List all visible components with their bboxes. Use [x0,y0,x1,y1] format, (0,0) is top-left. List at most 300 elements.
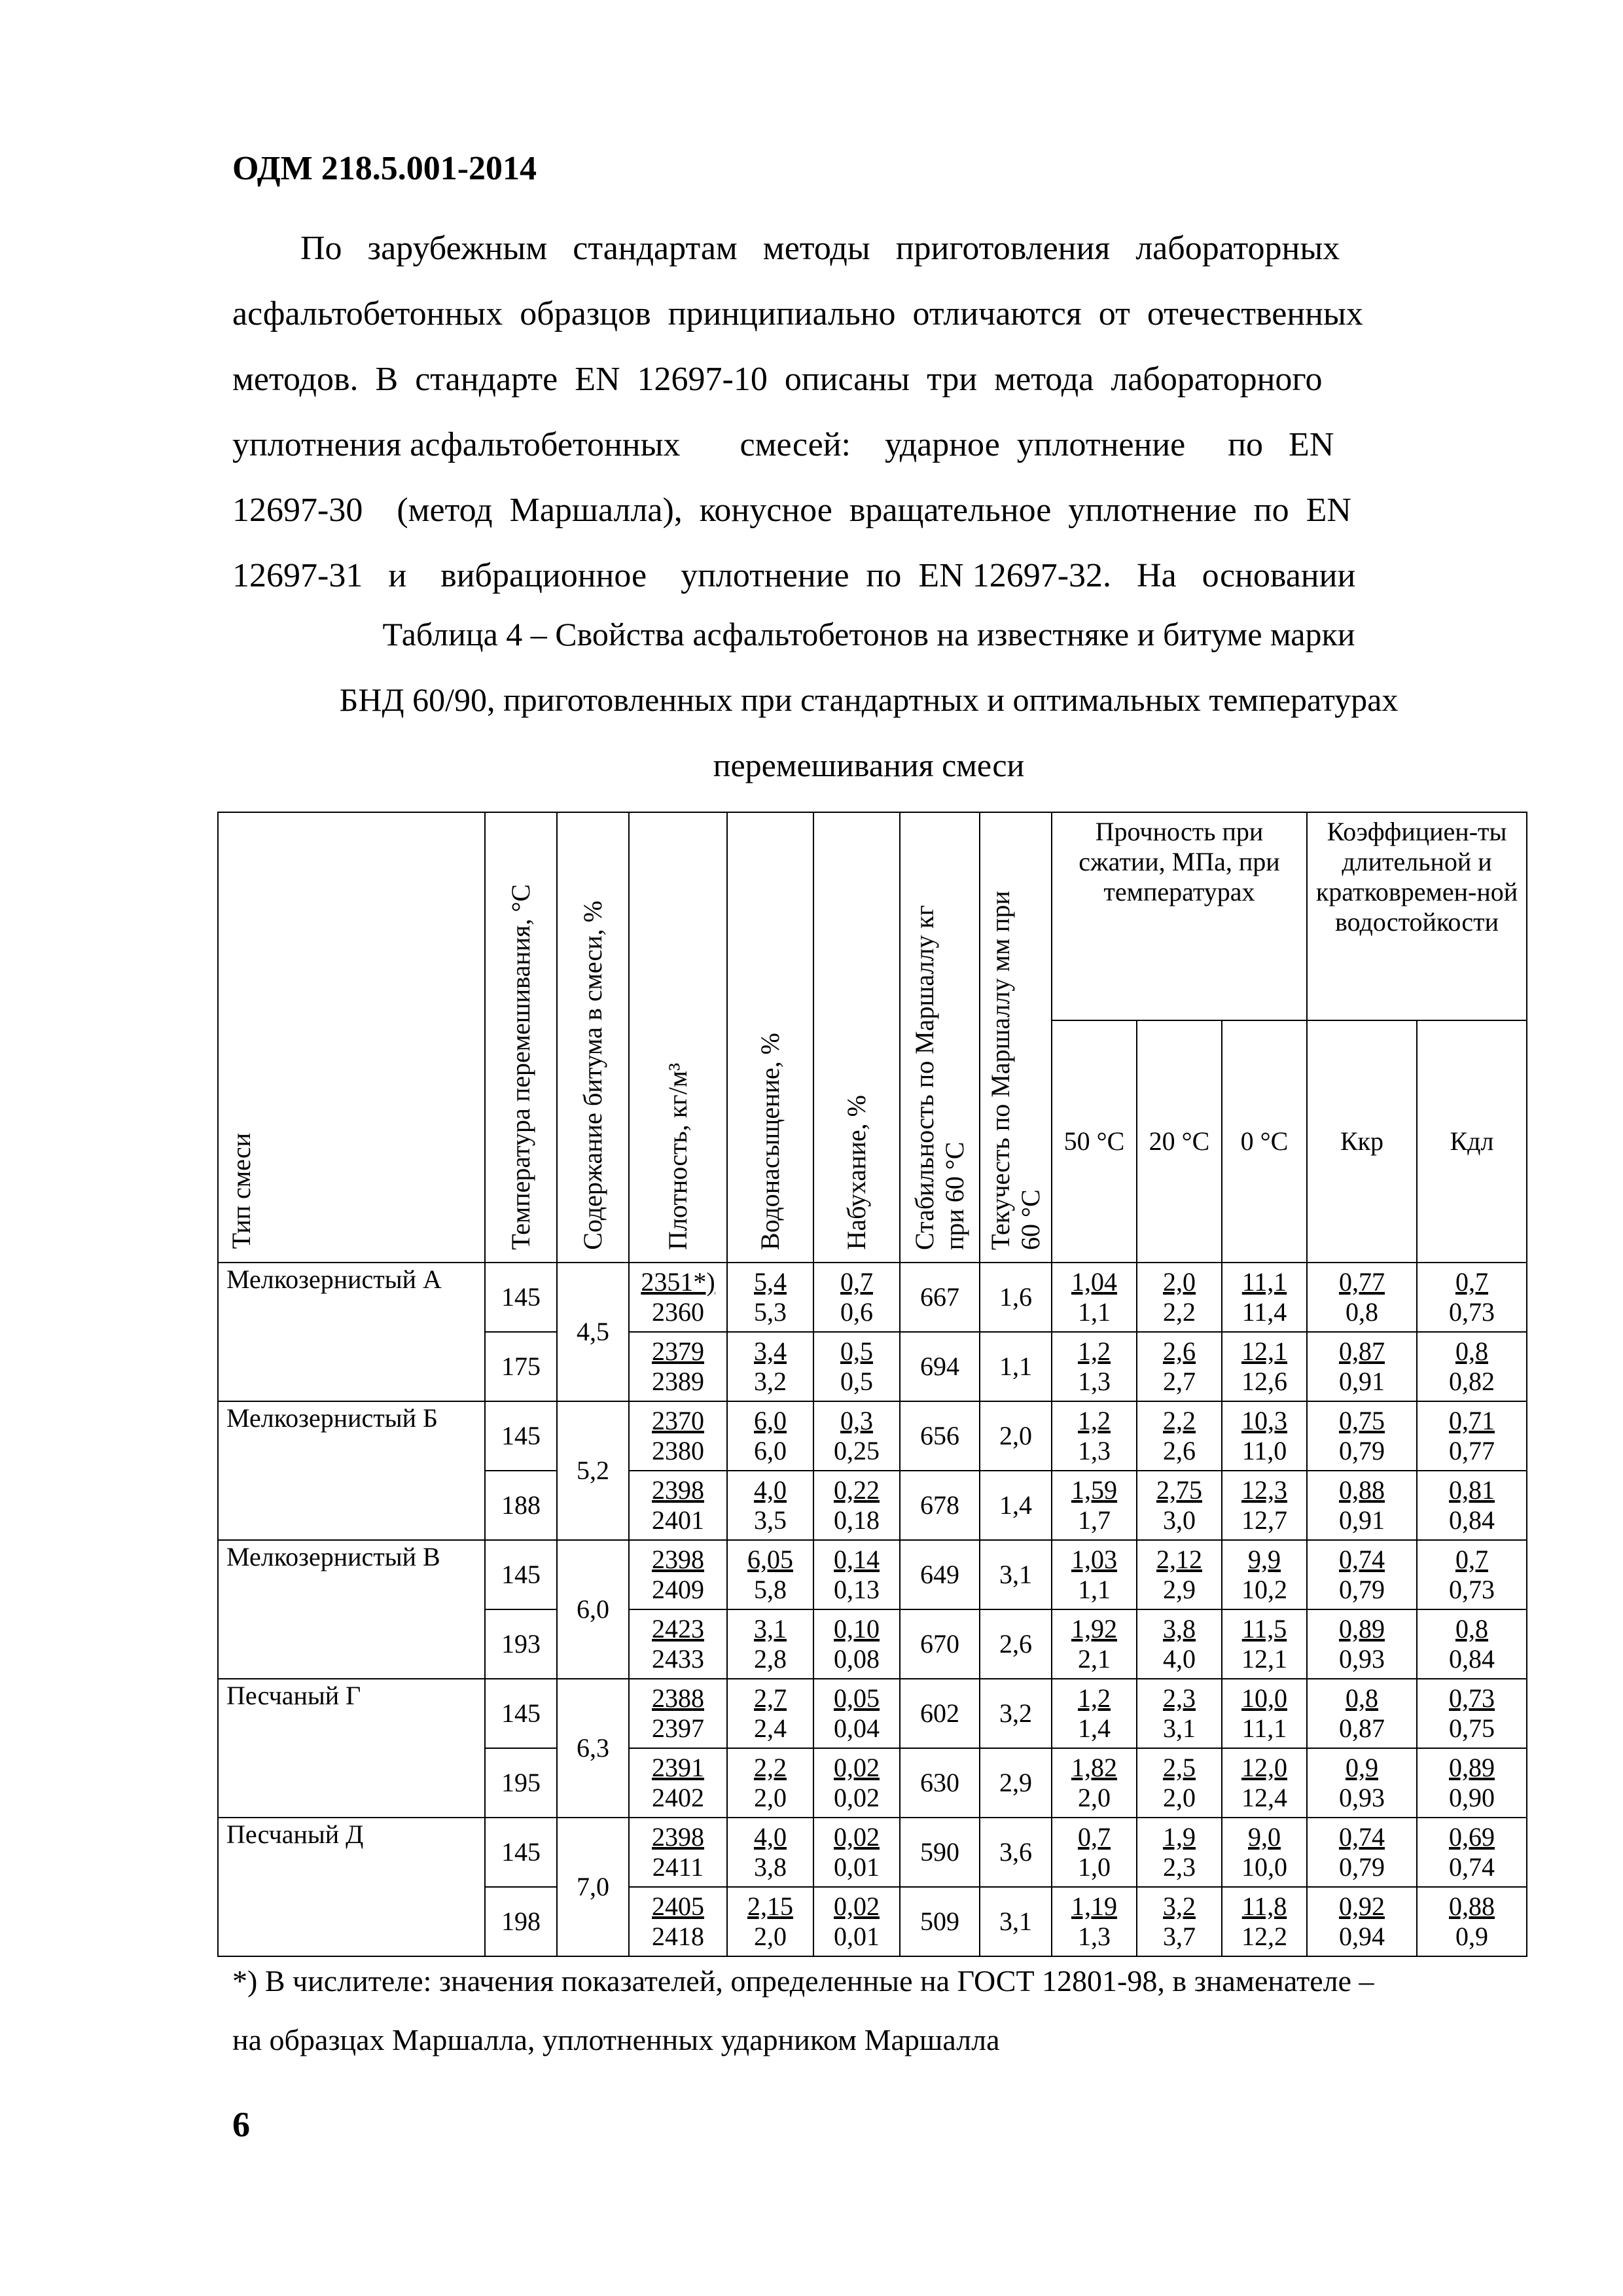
header-swell: Набухание, % [813,812,900,1263]
density-cell-denominator: 2380 [652,1436,704,1465]
s0-cell [1222,1471,1307,1540]
kdl-cell [1417,1609,1527,1679]
kkr-cell-numerator: 0,74 [1339,1545,1385,1574]
density-cell [629,1332,727,1401]
density-cell [629,1263,727,1332]
density-cell-numerator: 2388 [652,1683,704,1713]
paragraph-line: уплотнения асфальтобетонных смесей: ударное уплотнение по EN [232,426,1334,463]
mix-type-cell: Мелкозернистый А [218,1263,485,1401]
s0-cell [1222,1540,1307,1609]
s20-cell-denominator: 3,1 [1163,1713,1196,1743]
kkr-cell [1307,1887,1417,1956]
density-cell [629,1679,727,1748]
swell-cell-numerator: 0,10 [834,1614,880,1643]
s0-cell-numerator: 10,0 [1241,1683,1287,1713]
swell-cell [813,1471,900,1540]
s0-cell-denominator: 12,6 [1241,1367,1287,1396]
bitumen-cell: 4,5 [557,1263,629,1401]
swell-cell-denominator: 0,08 [834,1644,880,1674]
s50-cell-numerator: 1,2 [1078,1336,1111,1366]
density-cell-denominator: 2409 [652,1575,704,1604]
header-coef-group: Коэффициен-ты длительной и кратковремен-ной водостойкости [1307,812,1527,1020]
s0-cell [1222,1609,1307,1679]
swell-cell [813,1818,900,1887]
water-cell-denominator: 3,5 [754,1505,787,1535]
s50-cell [1052,1263,1137,1332]
kdl-cell-denominator: 0,73 [1449,1575,1495,1604]
page-number: 6 [232,2105,250,2144]
water-cell-numerator: 4,0 [754,1475,787,1505]
swell-cell-numerator: 0,05 [834,1683,880,1713]
density-cell-denominator: 2418 [652,1922,704,1951]
density-cell-denominator: 2360 [652,1297,704,1327]
table-caption-line: перемешивания смеси [713,747,1025,783]
s50-cell-denominator: 1,7 [1078,1505,1111,1535]
kdl-cell-numerator: 0,88 [1449,1892,1495,1921]
header-bitumen: Содержание битума в смеси, % [557,812,629,1263]
water-cell-denominator: 6,0 [754,1436,787,1465]
density-cell [629,1748,727,1818]
s20-cell-denominator: 2,9 [1163,1575,1196,1604]
flow-cell: 3,1 [980,1540,1052,1609]
s50-cell [1052,1401,1137,1471]
swell-cell-numerator: 0,7 [840,1267,873,1297]
s20-cell-denominator: 4,0 [1163,1644,1196,1674]
swell-cell-denominator: 0,5 [840,1367,873,1396]
temp-cell: 193 [485,1609,557,1679]
kdl-cell [1417,1540,1527,1609]
water-cell-numerator: 4,0 [754,1822,787,1852]
water-cell [727,1679,813,1748]
water-cell-denominator: 2,0 [754,1922,787,1951]
water-cell [727,1748,813,1818]
kdl-cell [1417,1887,1527,1956]
s0-cell [1222,1332,1307,1401]
temp-cell: 145 [485,1818,557,1887]
s0-cell-numerator: 12,0 [1241,1753,1287,1782]
stability-cell: 656 [900,1401,980,1471]
density-cell [629,1609,727,1679]
kdl-cell-numerator: 0,7 [1455,1267,1488,1297]
header-s0: 0 °С [1222,1020,1307,1263]
s50-cell-denominator: 1,0 [1078,1852,1111,1882]
water-cell [727,1540,813,1609]
kdl-cell-denominator: 0,84 [1449,1644,1495,1674]
kkr-cell-numerator: 0,89 [1339,1614,1385,1643]
water-cell-numerator: 5,4 [754,1267,787,1297]
s50-cell-numerator: 1,92 [1071,1614,1117,1643]
s50-cell-numerator: 1,19 [1071,1892,1117,1921]
paragraph-line: По зарубежным стандартам методы приготовления лабораторных [232,230,1340,267]
kdl-cell-denominator: 0,84 [1449,1505,1495,1535]
kkr-cell [1307,1679,1417,1748]
s20-cell [1137,1332,1222,1401]
mix-type-cell: Песчаный Г [218,1679,485,1818]
water-cell-numerator: 3,4 [754,1336,787,1366]
swell-cell-denominator: 0,13 [834,1575,880,1604]
s50-cell-denominator: 1,1 [1078,1297,1111,1327]
header-density: Плотность, кг/м³ [629,812,727,1263]
s0-cell-denominator: 11,4 [1241,1297,1287,1327]
s50-cell [1052,1887,1137,1956]
swell-cell-numerator: 0,22 [834,1475,880,1505]
s50-cell-denominator: 1,3 [1078,1367,1111,1396]
swell-cell-denominator: 0,25 [834,1436,880,1465]
swell-cell-denominator: 0,6 [840,1297,873,1327]
density-cell-numerator: 2379 [652,1336,704,1366]
density-cell-numerator: 2398 [652,1822,704,1852]
s50-cell [1052,1748,1137,1818]
s0-cell-numerator: 9,9 [1248,1545,1281,1574]
kkr-cell-denominator: 0,91 [1339,1505,1385,1535]
stability-cell: 509 [900,1887,980,1956]
s0-cell [1222,1887,1307,1956]
kkr-cell [1307,1609,1417,1679]
water-cell-numerator: 2,2 [754,1753,787,1782]
kkr-cell [1307,1471,1417,1540]
water-cell [727,1401,813,1471]
kkr-cell-denominator: 0,79 [1339,1852,1385,1882]
properties-table [217,812,1527,1957]
kkr-cell-denominator: 0,94 [1339,1922,1385,1951]
table-row [218,1540,1527,1609]
s20-cell [1137,1401,1222,1471]
mix-type-cell: Мелкозернистый Б [218,1401,485,1540]
kkr-cell-numerator: 0,74 [1339,1822,1385,1852]
water-cell-denominator: 3,8 [754,1852,787,1882]
density-cell-denominator: 2433 [652,1644,704,1674]
density-cell-numerator: 2351*) [641,1267,715,1297]
s50-cell-numerator: 0,7 [1078,1822,1111,1852]
s0-cell-numerator: 11,5 [1241,1614,1287,1643]
kkr-cell [1307,1748,1417,1818]
temp-cell: 145 [485,1540,557,1609]
paragraph-line: 12697-31 и вибрационное уплотнение по EN 12697-32. На основании [232,557,1356,594]
kkr-cell [1307,1263,1417,1332]
s0-cell-denominator: 12,7 [1241,1505,1287,1535]
s50-cell-denominator: 1,3 [1078,1922,1111,1951]
swell-cell [813,1679,900,1748]
flow-cell: 1,1 [980,1332,1052,1401]
temp-cell: 145 [485,1679,557,1748]
s20-cell-numerator: 3,8 [1163,1614,1196,1643]
s0-cell-numerator: 10,3 [1241,1406,1287,1435]
water-cell [727,1609,813,1679]
kkr-cell-numerator: 0,9 [1346,1753,1378,1782]
density-cell [629,1887,727,1956]
swell-cell [813,1887,900,1956]
s50-cell-denominator: 2,0 [1078,1783,1111,1812]
s0-cell [1222,1679,1307,1748]
flow-cell: 1,4 [980,1471,1052,1540]
density-cell-numerator: 2423 [652,1614,704,1643]
water-cell-denominator: 5,3 [754,1297,787,1327]
swell-cell-numerator: 0,3 [840,1406,873,1435]
s20-cell-denominator: 2,6 [1163,1436,1196,1465]
stability-cell: 630 [900,1748,980,1818]
flow-cell: 3,2 [980,1679,1052,1748]
document-id: ОДМ 218.5.001-2014 [232,150,537,187]
flow-cell: 1,6 [980,1263,1052,1332]
density-cell [629,1818,727,1887]
kdl-cell-numerator: 0,71 [1449,1406,1495,1435]
s20-cell-numerator: 2,3 [1163,1683,1196,1713]
s0-cell [1222,1263,1307,1332]
temp-cell: 195 [485,1748,557,1818]
kdl-cell [1417,1401,1527,1471]
s50-cell-denominator: 1,1 [1078,1575,1111,1604]
swell-cell [813,1609,900,1679]
bitumen-cell: 7,0 [557,1818,629,1956]
flow-cell: 2,0 [980,1401,1052,1471]
header-flow: Текучесть по Маршаллу мм при 60 °С [980,812,1052,1263]
s0-cell-numerator: 11,8 [1241,1892,1287,1921]
s20-cell-numerator: 3,2 [1163,1892,1196,1921]
density-cell-denominator: 2401 [652,1505,704,1535]
density-cell-denominator: 2397 [652,1713,704,1743]
density-cell [629,1471,727,1540]
s50-cell [1052,1679,1137,1748]
body-paragraph [232,216,1505,609]
kkr-cell-numerator: 0,88 [1339,1475,1385,1505]
s50-cell-numerator: 1,2 [1078,1406,1111,1435]
water-cell-numerator: 2,7 [754,1683,787,1713]
kkr-cell [1307,1818,1417,1887]
density-cell-numerator: 2405 [652,1892,704,1921]
kkr-cell-denominator: 0,91 [1339,1367,1385,1396]
swell-cell-numerator: 0,02 [834,1892,880,1921]
swell-cell [813,1263,900,1332]
s0-cell-denominator: 11,1 [1241,1713,1287,1743]
s20-cell [1137,1471,1222,1540]
kkr-cell-numerator: 0,77 [1339,1267,1385,1297]
s20-cell-numerator: 2,6 [1163,1336,1196,1366]
bitumen-cell: 6,0 [557,1540,629,1679]
s20-cell-numerator: 2,75 [1156,1475,1202,1505]
water-cell-denominator: 2,4 [754,1713,787,1743]
kdl-cell-numerator: 0,8 [1455,1336,1488,1366]
s20-cell-numerator: 2,5 [1163,1753,1196,1782]
paragraph-line: методов. В стандарте EN 12697-10 описаны три метода лабораторного [232,361,1323,398]
s20-cell [1137,1540,1222,1609]
s0-cell [1222,1818,1307,1887]
kdl-cell-numerator: 0,89 [1449,1753,1495,1782]
kdl-cell-numerator: 0,73 [1449,1683,1495,1713]
kdl-cell-numerator: 0,81 [1449,1475,1495,1505]
s0-cell-numerator: 11,1 [1241,1267,1287,1297]
s20-cell-numerator: 2,0 [1163,1267,1196,1297]
swell-cell-numerator: 0,14 [834,1545,880,1574]
water-cell-denominator: 2,0 [754,1783,787,1812]
s20-cell-numerator: 1,9 [1163,1822,1196,1852]
s20-cell [1137,1609,1222,1679]
flow-cell: 2,6 [980,1609,1052,1679]
s20-cell [1137,1748,1222,1818]
swell-cell-denominator: 0,01 [834,1852,880,1882]
swell-cell-numerator: 0,5 [840,1336,873,1366]
s50-cell-denominator: 1,3 [1078,1436,1111,1465]
paragraph-line: асфальтобетонных образцов принципиально отличаются от отечественных [232,295,1363,332]
temp-cell: 175 [485,1332,557,1401]
stability-cell: 694 [900,1332,980,1401]
temp-cell: 198 [485,1887,557,1956]
kdl-cell-denominator: 0,73 [1449,1297,1495,1327]
stability-cell: 649 [900,1540,980,1609]
water-cell-numerator: 6,05 [747,1545,793,1574]
header-temp: Температура перемешивания, °С [485,812,557,1263]
kdl-cell-denominator: 0,74 [1449,1852,1495,1882]
s0-cell-denominator: 10,2 [1241,1575,1287,1604]
header-s50: 50 °С [1052,1020,1137,1263]
density-cell [629,1540,727,1609]
s0-cell-denominator: 12,2 [1241,1922,1287,1951]
water-cell-numerator: 3,1 [754,1614,787,1643]
flow-cell: 3,6 [980,1818,1052,1887]
s50-cell [1052,1332,1137,1401]
s20-cell-denominator: 2,7 [1163,1367,1196,1396]
kkr-cell [1307,1540,1417,1609]
density-cell [629,1401,727,1471]
swell-cell-numerator: 0,02 [834,1822,880,1852]
s20-cell-denominator: 2,3 [1163,1852,1196,1882]
kkr-cell-denominator: 0,87 [1339,1713,1385,1743]
table-caption-line: БНД 60/90, приготовленных при стандартных и оптимальных температурах [339,681,1399,718]
kdl-cell [1417,1748,1527,1818]
kkr-cell-numerator: 0,92 [1339,1892,1385,1921]
water-cell-denominator: 3,2 [754,1367,787,1396]
header-kkr: Ккр [1307,1020,1417,1263]
s50-cell-numerator: 1,2 [1078,1683,1111,1713]
density-cell-numerator: 2391 [652,1753,704,1782]
density-cell-numerator: 2398 [652,1475,704,1505]
s20-cell-numerator: 2,12 [1156,1545,1202,1574]
stability-cell: 678 [900,1471,980,1540]
temp-cell: 145 [485,1263,557,1332]
header-stability: Стабильность по Маршаллу кг при 60 °С [900,812,980,1263]
header-water: Водонасыщение, % [727,812,813,1263]
s0-cell [1222,1748,1307,1818]
s50-cell-numerator: 1,04 [1071,1267,1117,1297]
kkr-cell-denominator: 0,93 [1339,1783,1385,1812]
flow-cell: 2,9 [980,1748,1052,1818]
kdl-cell-numerator: 0,7 [1455,1545,1488,1574]
kkr-cell-denominator: 0,8 [1346,1297,1378,1327]
stability-cell: 590 [900,1818,980,1887]
temp-cell: 145 [485,1401,557,1471]
swell-cell [813,1748,900,1818]
s20-cell [1137,1818,1222,1887]
s20-cell-numerator: 2,2 [1163,1406,1196,1435]
density-cell-denominator: 2411 [652,1852,704,1882]
s50-cell [1052,1540,1137,1609]
density-cell-denominator: 2389 [652,1367,704,1396]
s0-cell-denominator: 12,4 [1241,1783,1287,1812]
kdl-cell [1417,1263,1527,1332]
mix-type-cell: Мелкозернистый В [218,1540,485,1679]
flow-cell: 3,1 [980,1887,1052,1956]
kdl-cell-numerator: 0,8 [1455,1614,1488,1643]
swell-cell-denominator: 0,01 [834,1922,880,1951]
paragraph-line: 12697-30 (метод Маршалла), конусное вращательное уплотнение по EN [232,492,1351,529]
stability-cell: 670 [900,1609,980,1679]
s20-cell [1137,1887,1222,1956]
header-type: Тип смеси [218,812,485,1263]
swell-cell-denominator: 0,18 [834,1505,880,1535]
s20-cell-denominator: 3,7 [1163,1922,1196,1951]
header-s20: 20 °С [1137,1020,1222,1263]
kkr-cell [1307,1401,1417,1471]
header-kdl: Кдл [1417,1020,1527,1263]
water-cell-denominator: 5,8 [754,1575,787,1604]
kdl-cell-denominator: 0,9 [1455,1922,1488,1951]
swell-cell-denominator: 0,02 [834,1783,880,1812]
table-row [218,1679,1527,1748]
water-cell [727,1332,813,1401]
kkr-cell-denominator: 0,79 [1339,1575,1385,1604]
s50-cell-numerator: 1,82 [1071,1753,1117,1782]
mix-type-cell: Песчаный Д [218,1818,485,1956]
water-cell-numerator: 2,15 [747,1892,793,1921]
s0-cell [1222,1401,1307,1471]
kkr-cell [1307,1332,1417,1401]
kdl-cell-numerator: 0,69 [1449,1822,1495,1852]
footnote-line: *) В числителе: значения показателей, определенные на ГОСТ 12801-98, в знаменателе – [232,1964,1374,1998]
density-cell-numerator: 2398 [652,1545,704,1574]
header-strength-group: Прочность при сжатии, МПа, при температурах [1052,812,1307,1020]
kkr-cell-numerator: 0,8 [1346,1683,1378,1713]
stability-cell: 602 [900,1679,980,1748]
stability-cell: 667 [900,1263,980,1332]
kdl-cell [1417,1332,1527,1401]
s20-cell [1137,1263,1222,1332]
water-cell-numerator: 6,0 [754,1406,787,1435]
s50-cell-numerator: 1,03 [1071,1545,1117,1574]
swell-cell-numerator: 0,02 [834,1753,880,1782]
bitumen-cell: 5,2 [557,1401,629,1540]
table-row [218,1401,1527,1471]
s20-cell-denominator: 2,2 [1163,1297,1196,1327]
s50-cell-denominator: 1,4 [1078,1713,1111,1743]
swell-cell [813,1401,900,1471]
footnote-line: на образцах Маршалла, уплотненных ударником Маршалла [232,2023,1000,2056]
s0-cell-denominator: 12,1 [1241,1644,1287,1674]
s0-cell-numerator: 12,3 [1241,1475,1287,1505]
s0-cell-denominator: 10,0 [1241,1852,1287,1882]
water-cell [727,1818,813,1887]
density-cell-numerator: 2370 [652,1406,704,1435]
table-caption-line: Таблица 4 – Свойства асфальтобетонов на известняке и битуме марки [382,616,1355,653]
swell-cell-denominator: 0,04 [834,1713,880,1743]
water-cell [727,1887,813,1956]
swell-cell [813,1540,900,1609]
table-row [218,1818,1527,1887]
s50-cell-denominator: 2,1 [1078,1644,1111,1674]
swell-cell [813,1332,900,1401]
water-cell [727,1471,813,1540]
kdl-cell-denominator: 0,82 [1449,1367,1495,1396]
s0-cell-denominator: 11,0 [1241,1436,1287,1465]
water-cell [727,1263,813,1332]
table-row [218,1263,1527,1332]
kdl-cell-denominator: 0,77 [1449,1436,1495,1465]
s50-cell [1052,1818,1137,1887]
s20-cell-denominator: 2,0 [1163,1783,1196,1812]
kdl-cell [1417,1471,1527,1540]
density-cell-denominator: 2402 [652,1783,704,1812]
s50-cell [1052,1471,1137,1540]
bitumen-cell: 6,3 [557,1679,629,1818]
kdl-cell [1417,1679,1527,1748]
